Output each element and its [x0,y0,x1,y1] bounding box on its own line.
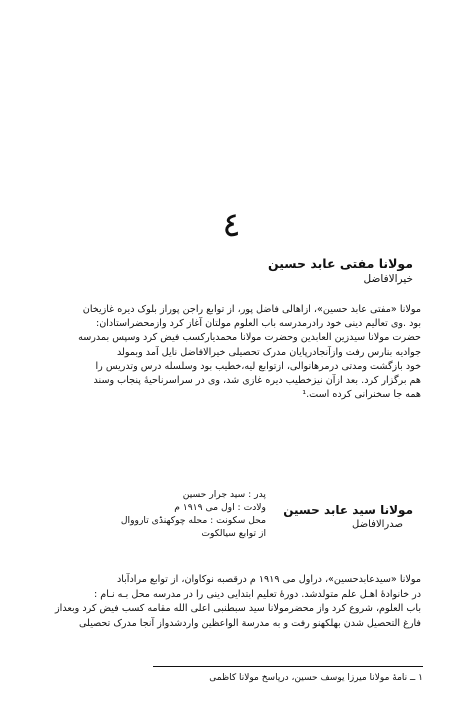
info-birth: ولادت : اول می ۱۹۱۹ م [174,502,266,513]
info-district: از توابع سیالکوت [201,528,266,539]
section-number: ٤ [222,205,241,245]
biography-paragraph-1 [40,303,421,402]
text-line: حضرت مولانا سیدزین العابدین وحضرت مولانا محمدیارکسب فیض کرد وسپس بمدرسه [78,332,421,344]
info-father: پدر : سید جرار حسین [182,489,266,500]
text-line: هم برگزار کرد. بعد ازآن نیزخطیب دیره غازی شد، وی در سراسرناحیهٔ پنجاب وسند [93,375,421,387]
text-line: خود بازگشت ومدتی درمرهانوالی، ازتوابع لیه،خطیب بود وسلسله درس وتدریس را [95,360,421,372]
footnote: ۱ ــ نامهٔ مولانا میرزا یوسف حسین، درپاسخ مولانا کاظمی [209,673,423,683]
person-name-heading: مولانا مفتی عابد حسین [267,256,413,271]
text-line: مولانا «سیدعابدحسین»، دراول می ۱۹۱۹ م درقصبه نوکاوان، از توابع مرادآباد [116,574,421,585]
text-line: مولانا «مفتی عابد حسین»، ازاهالی فاضل پور، از توابع راجن پوراز بلوک دیره غازیخان [82,304,421,315]
person-title: خیرالافاضل [363,273,413,285]
text-line: همه جا سخنرانی کرده است.¹ [302,389,421,401]
person-name-heading-2: مولانا سید عابد حسین [283,503,413,517]
biography-paragraph-2 [40,573,421,631]
text-line: باب العلوم، شروع کرد واز محضرمولانا سید سبطنبی اعلی الله مقامه کسب فیض کرد وبعداز [55,603,421,615]
info-residence: محل سکونت : محله چوکهنڈی تارووال [120,515,266,526]
footnote-divider [153,666,423,667]
person-info-box [86,488,266,540]
text-line: جوادیه بنارس رفت وازآنجادرپایان مدرک تحصیلی خیرالافاضل نایل آمد وبمولد [116,346,421,358]
text-line: بود .وی تعالیم دینی خود رادرمدرسه باب العلوم مولتان آغاز کرد وازمحضراستادان: [95,318,421,330]
text-line: فارغ التحصیل شدن بهلکهنو رفت و به مدرسة الواعظین واردشدواز آنجا مدرک تحصیلی [79,617,421,629]
text-line: در خانوادهٔ اهـل علم متولدشد. دورهٔ تعلیم ابتدایی دینی را در مدرسه محل بـه نـام : [94,588,421,600]
person-title-2: صدرالافاضل [352,519,403,530]
